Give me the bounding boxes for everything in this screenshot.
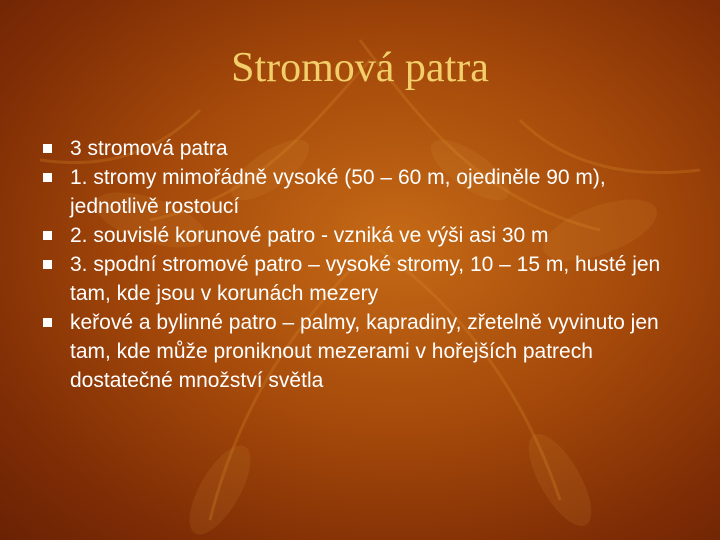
bullet-item [40,163,700,221]
slide-title: Stromová patra [231,45,489,91]
square-bullet-icon [43,318,52,327]
bullet-text: 2. souvislé korunové patro - vzniká ve výši asi 30 m [70,224,549,247]
square-bullet-icon [43,260,52,269]
bullet-item [40,221,700,250]
bullet-text: keřové a bylinné patro – palmy, kapradiny, zřetelně vyvinuto jen tam, kde může proniknout mezerami v hořejších patrech dostatečné množství světla [70,311,659,392]
bullet-item [40,134,700,163]
square-bullet-icon [43,144,52,153]
bullet-item [40,250,700,308]
bullet-list [40,134,700,395]
square-bullet-icon [43,173,52,182]
bullet-text: 3 stromová patra [70,137,228,160]
square-bullet-icon [43,231,52,240]
bullet-text: 1. stromy mimořádně vysoké (50 – 60 m, ojediněle 90 m), jednotlivě rostoucí [70,166,606,218]
bullet-text: 3. spodní stromové patro – vysoké stromy, 10 – 15 m, husté jen tam, kde jsou v korunách mezery [70,253,661,305]
bullet-item [40,308,700,395]
